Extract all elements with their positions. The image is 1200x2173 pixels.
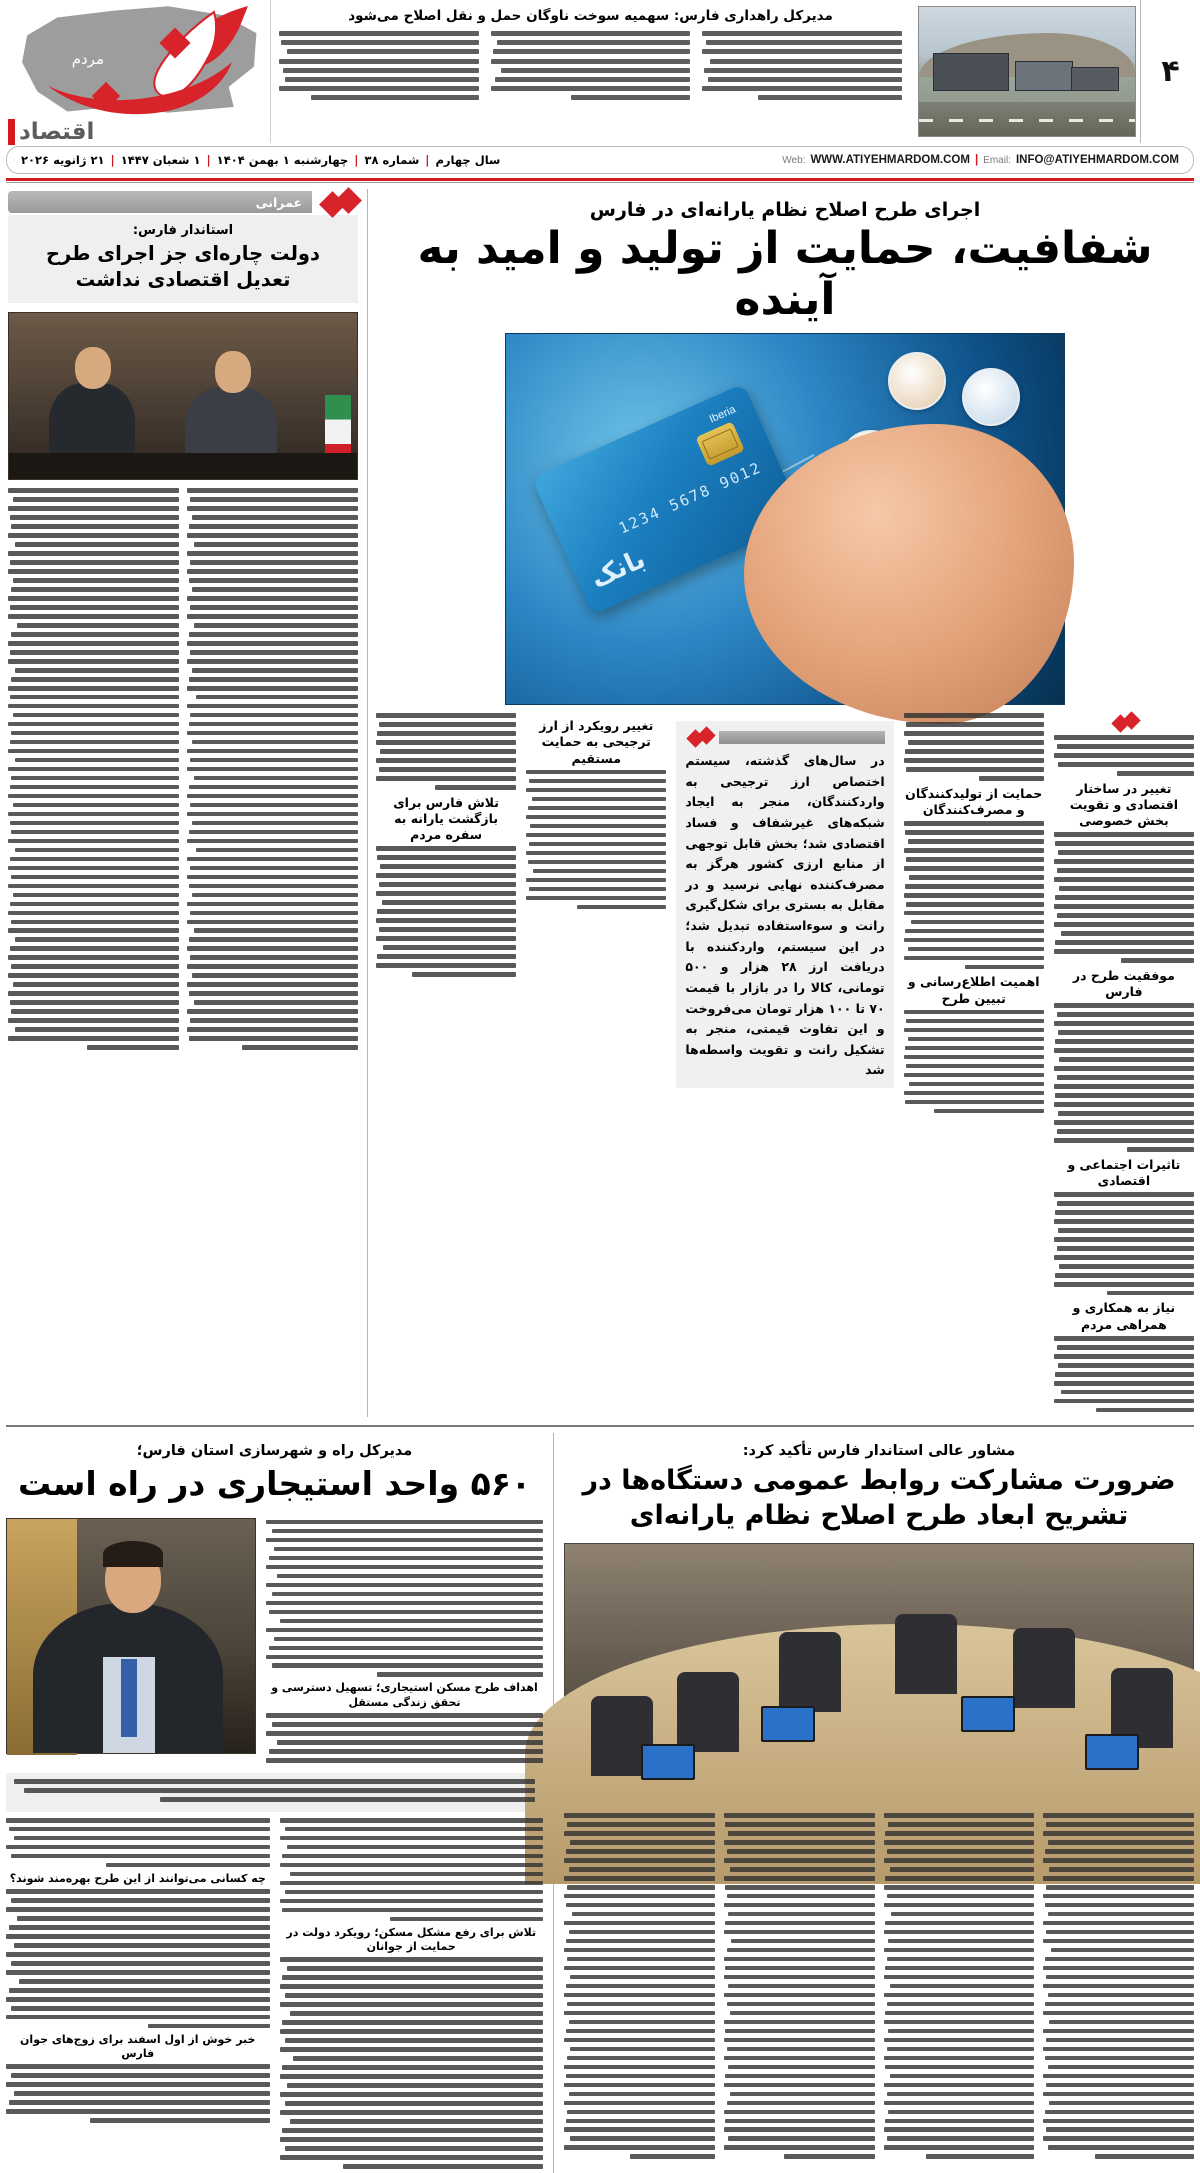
- food-bubble-dairy: [962, 368, 1020, 426]
- card-bank-name: بانک: [586, 544, 650, 595]
- email-label: Email:: [983, 154, 1011, 166]
- monitor-screen: [1085, 1734, 1139, 1770]
- body-text-block: [904, 821, 1044, 969]
- truck-shape: [1015, 61, 1073, 91]
- bottom-right-intro-column: [266, 1506, 543, 1767]
- section-divider: [6, 1425, 1194, 1427]
- section-tag-label: عمرانی: [255, 194, 302, 210]
- bottom-right-kicker: مدیرکل راه و شهرسازی استان فارس؛: [136, 1442, 413, 1459]
- date-gregorian: ۲۱ ژانویه ۲۰۲۶: [21, 153, 105, 167]
- body-text-block: [6, 1818, 270, 1868]
- issue-number: شماره ۳۸: [364, 153, 420, 167]
- secondary-column: [8, 488, 179, 1054]
- card-number: 1234 5678 9012: [616, 458, 765, 538]
- body-text-block: [6, 2064, 270, 2123]
- body-text-block: [280, 1818, 544, 1921]
- top-banner-text: [270, 0, 912, 143]
- pull-quote-text: در سال‌های گذشته، سیستم اختصاص ارز ترجیحی به واردکنندگان، منجر به ایجاد شبکه‌های غیرشفاف و فساد اقتصادی شد؛ بخش قابل توجهی از منابع ارزی کشور هرگز به مصرف‌کننده نهایی نرسید و در مقابل به بستری برای شکل‌گیری رانت و سوءاستفاده تبدیل شد؛ در این سیستم، واردکننده با دریافت ارز ۲۸ هزار و ۵۰۰ تومانی، کالا را در بازار با قیمت ۷۰ تا ۱۰۰ هزار تومان می‌فروخت و این تفاوت قیمتی، منجر به تشکیل رانت و تقویت واسطه‌ها شد: [685, 753, 885, 1078]
- body-text-block: [1054, 1336, 1194, 1412]
- lead-subhead: نیاز به همکاری و همراهی مردم: [1072, 1300, 1176, 1332]
- person-hair: [103, 1541, 163, 1567]
- top-banner-photo: [918, 6, 1136, 137]
- pull-quote-header: [685, 728, 884, 746]
- pull-quote-box: [676, 721, 893, 1088]
- publication-year: سال چهارم: [435, 153, 501, 167]
- chair-shape: [677, 1672, 739, 1752]
- chair-shape: [1013, 1628, 1075, 1708]
- road-center-line: [919, 119, 1135, 122]
- section-label-bar: [8, 119, 15, 145]
- table-edge: [9, 453, 357, 479]
- separator: |: [425, 153, 430, 167]
- secondary-kicker: استاندار فارس:: [132, 223, 234, 238]
- page-number-box: [1140, 0, 1200, 143]
- diamond-bullet-icon: [316, 189, 358, 215]
- separator: |: [206, 153, 211, 167]
- lead-subhead: اهمیت اطلاع‌رسانی و تبیین طرح: [907, 974, 1040, 1006]
- masthead-sub-text: مردم: [71, 50, 104, 68]
- lead-column-2: [526, 713, 666, 1417]
- truck-shape: [933, 53, 1009, 91]
- lead-subhead: تاثیرات اجتماعی و اقتصادی: [1067, 1156, 1181, 1188]
- page-number: ۴: [1161, 54, 1180, 89]
- body-text-block: [376, 846, 516, 976]
- body-text-block: [14, 1779, 535, 1802]
- bottom-right-photo: [6, 1518, 256, 1754]
- chair-shape: [895, 1614, 957, 1694]
- section-label-text: اقتصاد: [19, 119, 95, 145]
- lead-subhead: تغییر در ساختار اقتصادی و تقویت بخش خصوصی: [1069, 780, 1179, 829]
- lead-column-4: [1054, 713, 1194, 1417]
- body-text-block: [187, 488, 358, 1050]
- card-brand: Iberia: [707, 403, 738, 426]
- bottom-left-headline: ضرورت مشارکت روابط عمومی دستگاه‌ها در تشریح ابعاد طرح اصلاح نظام یارانه‌ای: [582, 1464, 1176, 1531]
- bottom-section: [0, 1433, 1200, 2173]
- lead-kicker: اجرای طرح اصلاح نظام یارانه‌ای در فارس: [589, 199, 981, 221]
- lead-subhead: تلاش فارس برای بازگشت یارانه به سفره مردم: [393, 794, 499, 843]
- lead-article-columns: [376, 713, 1194, 1417]
- bottom-right-subhead: تلاش برای رفع مشکل مسکن؛ رویکرد دولت در حمایت از جوانان: [286, 1925, 537, 1954]
- secondary-column: [187, 488, 358, 1054]
- separator: |: [354, 153, 359, 167]
- bottom-right-subhead: اهداف طرح مسکن استیجاری؛ تسهیل دسترسی و تحقق زندگی مستقل: [271, 1681, 538, 1709]
- body-text-block: [702, 31, 902, 100]
- section-tag-bar: [8, 191, 312, 213]
- monitor-screen: [641, 1744, 695, 1780]
- bottom-right-columns: [6, 1818, 543, 2173]
- bottom-right-subhead: چه کسانی می‌توانند از این طرح بهره‌مند شوند؟: [9, 1871, 266, 1885]
- top-banner-headline: مدیرکل راهداری فارس: سهمیه سوخت ناوگان حمل و نقل اصلاح می‌شود: [348, 8, 833, 24]
- body-text-block: [266, 1520, 543, 1677]
- body-text-block: [6, 1889, 270, 2028]
- bottom-right-subhead: خبر خوش از اول اسفند برای زوج‌های جوان فارس: [20, 2032, 256, 2061]
- diamond-bullet-icon: [685, 728, 713, 746]
- bottom-right-column: [6, 1818, 270, 2173]
- issue-info: [21, 153, 500, 167]
- web-url[interactable]: WWW.ATIYEHMARDOM.COM: [810, 154, 970, 166]
- body-text-block: [1054, 832, 1194, 962]
- lead-subhead: تغییر رویکرد از ارز ترجیحی به حمایت مستقیم: [539, 718, 654, 766]
- bottom-right-top-row: [6, 1506, 543, 1767]
- bottom-right-article: [6, 1433, 554, 2173]
- lead-column-quote: [676, 713, 893, 1417]
- email-address[interactable]: INFO@ATIYEHMARDOM.COM: [1015, 154, 1179, 166]
- bottom-right-headline: ۵۶۰ واحد استیجاری در راه است: [17, 1463, 532, 1503]
- body-text-block: [1054, 1192, 1194, 1295]
- monitor-screen: [761, 1706, 815, 1742]
- top-banner-column: [702, 31, 902, 105]
- pull-quote-bar: [719, 731, 884, 744]
- date-lunar: ۱ شعبان ۱۴۴۷: [120, 153, 201, 167]
- body-text-block: [279, 31, 479, 100]
- body-text-block: [8, 488, 179, 1050]
- top-banner: [0, 0, 1200, 143]
- body-text-block: [904, 1010, 1044, 1113]
- masthead: [0, 0, 270, 143]
- info-bar: [6, 146, 1194, 174]
- lead-column-3: [904, 713, 1044, 1417]
- secondary-columns: [8, 488, 358, 1054]
- lead-article: [376, 189, 1194, 1417]
- lead-subhead: حمایت از تولیدکنندگان و مصرف‌کنندگان: [905, 785, 1043, 817]
- food-bubble-chicken: [888, 352, 946, 410]
- separator: |: [974, 154, 979, 166]
- body-text-block: [376, 713, 516, 789]
- secondary-headline: دولت چاره‌ای جز اجرای طرح تعدیل اقتصادی نداشت: [45, 242, 321, 292]
- card-chip-icon: [695, 421, 745, 467]
- top-banner-column: [279, 31, 479, 105]
- secondary-headline-box: [8, 215, 358, 303]
- person-head: [75, 347, 111, 389]
- bottom-right-column: [280, 1818, 544, 2173]
- person-tie: [121, 1659, 137, 1737]
- diamond-bullet-icon: [1110, 713, 1138, 731]
- truck-shape: [1071, 67, 1119, 91]
- secondary-photo: [8, 312, 358, 480]
- date-solar: چهارشنبه ۱ بهمن ۱۴۰۴: [216, 153, 349, 167]
- bottom-left-kicker: مشاور عالی استاندار فارس تأکید کرد:: [742, 1442, 1016, 1459]
- lead-headline: شفافیت، حمایت از تولید و امید به آینده: [417, 223, 1153, 326]
- top-banner-column: [491, 31, 691, 105]
- main-section: [0, 183, 1200, 1417]
- monitor-screen: [961, 1696, 1015, 1732]
- body-text-block: [1054, 1003, 1194, 1151]
- masthead-logo-icon: [18, 0, 270, 118]
- secondary-article: [8, 189, 368, 1417]
- lead-column-1: [376, 713, 516, 1417]
- body-text-block: [1054, 735, 1194, 776]
- body-text-block: [266, 1713, 543, 1763]
- red-divider: [6, 178, 1194, 181]
- hand-holding-card: [744, 424, 1074, 724]
- bottom-left-article: [564, 1433, 1194, 2173]
- web-label: Web:: [782, 154, 806, 166]
- section-tag: [8, 189, 358, 215]
- lead-subhead: موفقیت طرح در فارس: [1072, 967, 1175, 999]
- section-label: [8, 119, 94, 145]
- body-text-block: [526, 770, 666, 909]
- body-text-block: [904, 713, 1044, 780]
- body-text-block: [491, 31, 691, 100]
- bottom-right-note-box: [6, 1773, 543, 1812]
- person-head: [215, 351, 251, 393]
- chair-shape: [779, 1632, 841, 1712]
- body-text-block: [280, 1957, 544, 2168]
- bottom-left-photo: [564, 1543, 1194, 1805]
- contact-info: [782, 154, 1179, 166]
- separator: |: [110, 153, 115, 167]
- lead-photo: [505, 333, 1065, 705]
